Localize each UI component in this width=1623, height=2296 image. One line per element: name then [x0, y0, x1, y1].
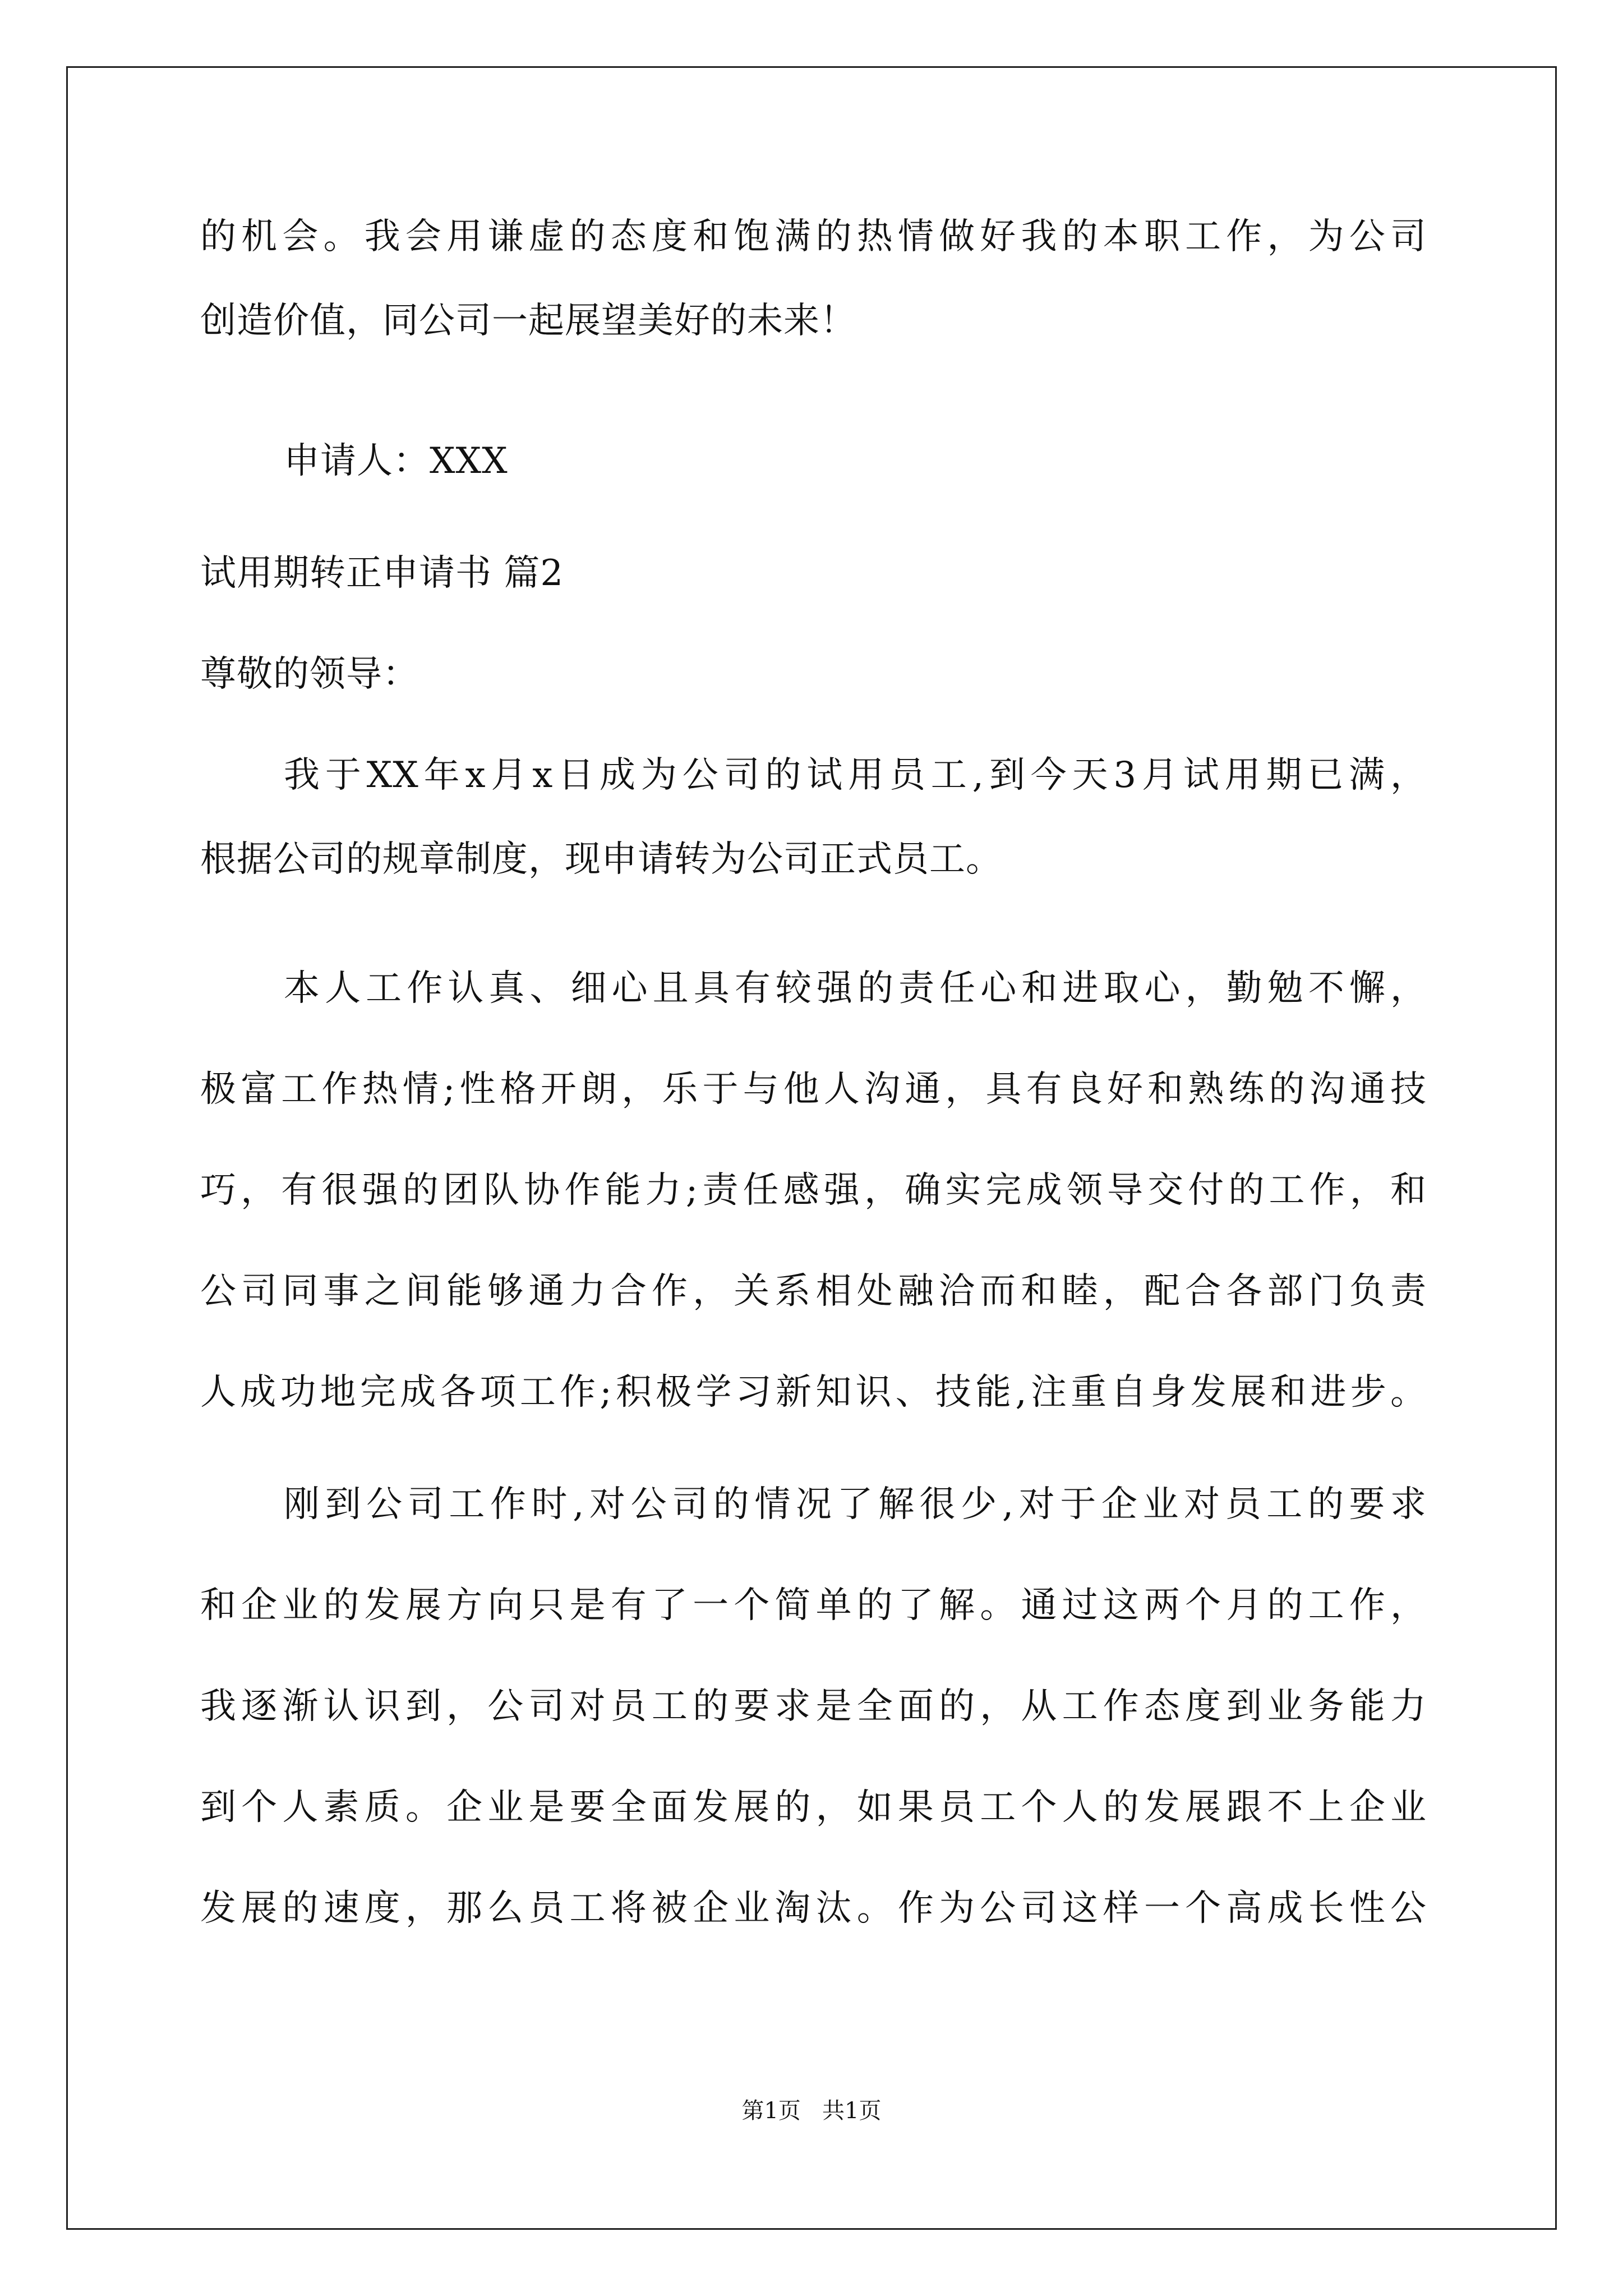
body-line: 发展的速度，那么员工将被企业淘汰。作为公司这样一个高成长性公	[200, 1888, 1427, 1929]
signature-line: 申请人：XXX	[284, 440, 508, 482]
page-number: 第1页 共1页	[741, 2098, 882, 2124]
body-line: 公司同事之间能够通力合作，关系相处融洽而和睦，配合各部门负责	[200, 1271, 1427, 1312]
body-line: 我逐渐认识到，公司对员工的要求是全面的，从工作态度到业务能力	[200, 1686, 1427, 1727]
body-line: 创造价值，同公司一起展望美好的未来！	[200, 300, 856, 342]
body-line: 巧，有很强的团队协作能力;责任感强，确实完成领导交付的工作，和	[200, 1170, 1427, 1211]
body-line: 极富工作热情;性格开朗，乐于与他人沟通，具有良好和熟练的沟通技	[200, 1069, 1427, 1110]
body-line: 的机会。我会用谦虚的态度和饱满的热情做好我的本职工作，为公司	[200, 216, 1427, 257]
body-line: 我于XX年x月x日成为公司的试用员工,到今天3月试用期已满，	[284, 754, 1427, 796]
body-line: 根据公司的规章制度，现申请转为公司正式员工。	[200, 839, 1002, 880]
section-heading: 试用期转正申请书 篇2	[200, 553, 564, 594]
salutation: 尊敬的领导：	[200, 654, 419, 695]
body-line: 本人工作认真、细心且具有较强的责任心和进取心，勤勉不懈，	[284, 968, 1427, 1009]
body-line: 到个人素质。企业是要全面发展的，如果员工个人的发展跟不上企业	[200, 1787, 1427, 1828]
body-line: 刚到公司工作时,对公司的情况了解很少,对于企业对员工的要求	[284, 1484, 1427, 1525]
body-line: 人成功地完成各项工作;积极学习新知识、技能,注重自身发展和进步。	[200, 1372, 1427, 1413]
body-line: 和企业的发展方向只是有了一个简单的了解。通过这两个月的工作，	[200, 1585, 1427, 1626]
